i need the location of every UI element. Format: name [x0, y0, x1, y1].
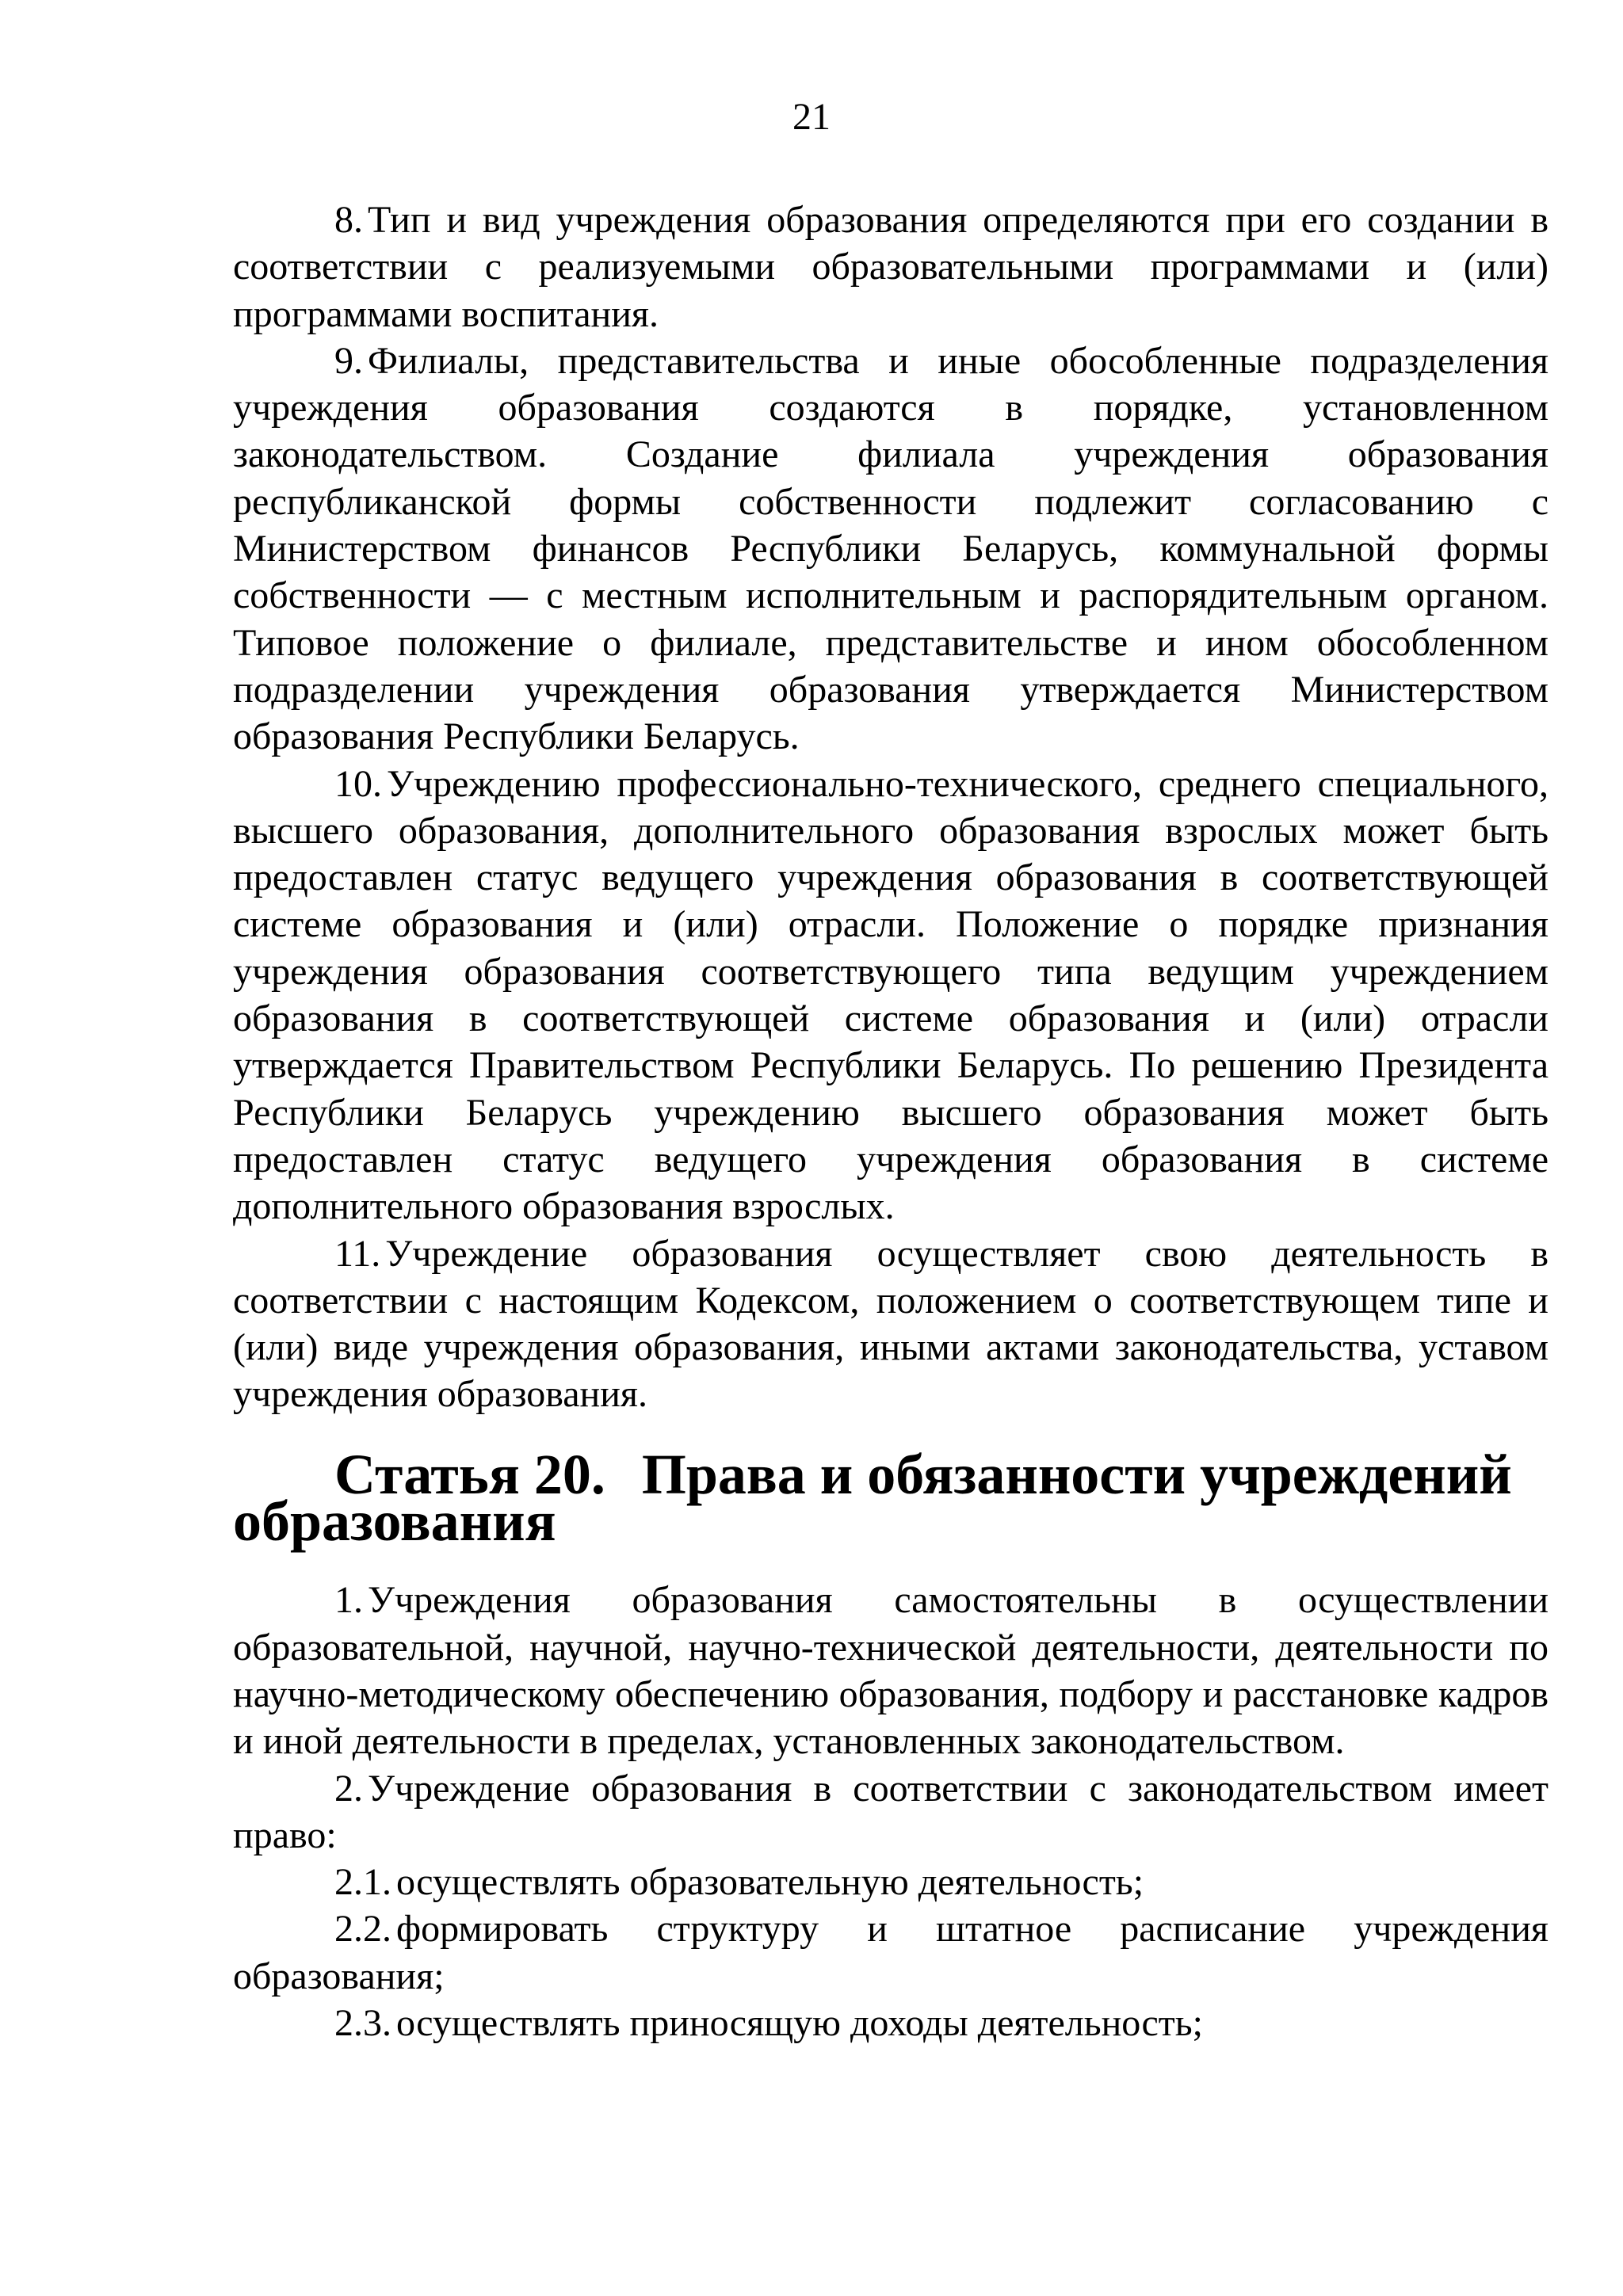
article-20-body — [233, 1577, 1549, 2046]
paragraph-number: 10. — [334, 762, 382, 805]
article-19-continuation — [233, 196, 1549, 1418]
subparagraph-2-3 — [233, 2000, 1549, 2046]
paragraph-text: Филиалы, представительства и иные обособленные подразделения учреждения образования создаются в порядке, установленном законодательством. Создание филиала учреждения образования республиканской формы собственности подлежит согласованию с Министерством финансов Республики Беларусь, коммунальной формы собственности — с местным исполнительным и распорядительным органом. Типовое положение о филиале, представительстве и ином обособленном подразделении учреждения образования утверждается Министерством образования Республики Беларусь. — [233, 339, 1549, 758]
paragraph-number: 2. — [334, 1767, 363, 1810]
paragraph-10 — [233, 761, 1549, 1230]
article-title: Права и обязанности учреждений образования — [233, 1442, 1512, 1554]
paragraph-text: осуществлять образовательную деятельность; — [396, 1861, 1144, 1904]
paragraph-number: 9. — [334, 339, 363, 382]
page-number: 21 — [792, 96, 831, 138]
article-label: Статья 20. — [334, 1442, 605, 1506]
paragraph-text: Учреждению профессионально-технического, среднего специального, высшего образования, дополнительного образования взрослых может быть предоставлен статус ведущего учреждения образования в соответствующей системе образования и (или) отрасли. Положение о порядке признания учреждения образования соответствующего типа ведущим учреждением образования в соответствующей системе образования и (или) отрасли утверждается Правительством Республики Беларусь. По решению Президента Республики Беларусь учреждению высшего образования может быть предоставлен статус ведущего учреждения образования в системе дополнительного образования взрослых. — [233, 762, 1549, 1228]
subparagraph-2-1 — [233, 1859, 1549, 1905]
document-body — [233, 196, 1549, 2046]
article-heading — [233, 1442, 1549, 1554]
paragraph-number: 2.1. — [334, 1861, 391, 1904]
subparagraph-2-2 — [233, 1905, 1549, 2000]
paragraph-number: 11. — [334, 1232, 381, 1275]
paragraph-text: Тип и вид учреждения образования определяются при его создании в соответствии с реализуемыми образовательными программами и (или) программами воспитания. — [233, 199, 1549, 335]
paragraph-text: осуществлять приносящую доходы деятельность; — [396, 2001, 1204, 2044]
paragraph-number: 2.2. — [334, 1908, 391, 1951]
paragraph-number: 1. — [334, 1579, 363, 1622]
paragraph-text: Учреждение образования осуществляет свою деятельность в соответствии с настоящим Кодексом, положением о соответствующем типе и (или) виде учреждения образования, иными актами законодательства, уставом учреждения образования. — [233, 1232, 1549, 1416]
paragraph-1 — [233, 1577, 1549, 1764]
paragraph-text: Учреждения образования самостоятельны в осуществлении образовательной, научной, научно-технической деятельности, деятельности по научно-методическому обеспечению образования, подбору и расстановке кадров и иной деятельности в пределах, установленных законодательством. — [233, 1579, 1549, 1763]
paragraph-8 — [233, 196, 1549, 338]
paragraph-number: 8. — [334, 199, 363, 241]
paragraph-2 — [233, 1765, 1549, 1859]
paragraph-11 — [233, 1230, 1549, 1418]
paragraph-text: формировать структуру и штатное расписание учреждения образования; — [233, 1908, 1549, 1997]
paragraph-number: 2.3. — [334, 2001, 391, 2044]
paragraph-9 — [233, 338, 1549, 761]
paragraph-text: Учреждение образования в соответствии с законодательством имеет право: — [233, 1767, 1549, 1856]
